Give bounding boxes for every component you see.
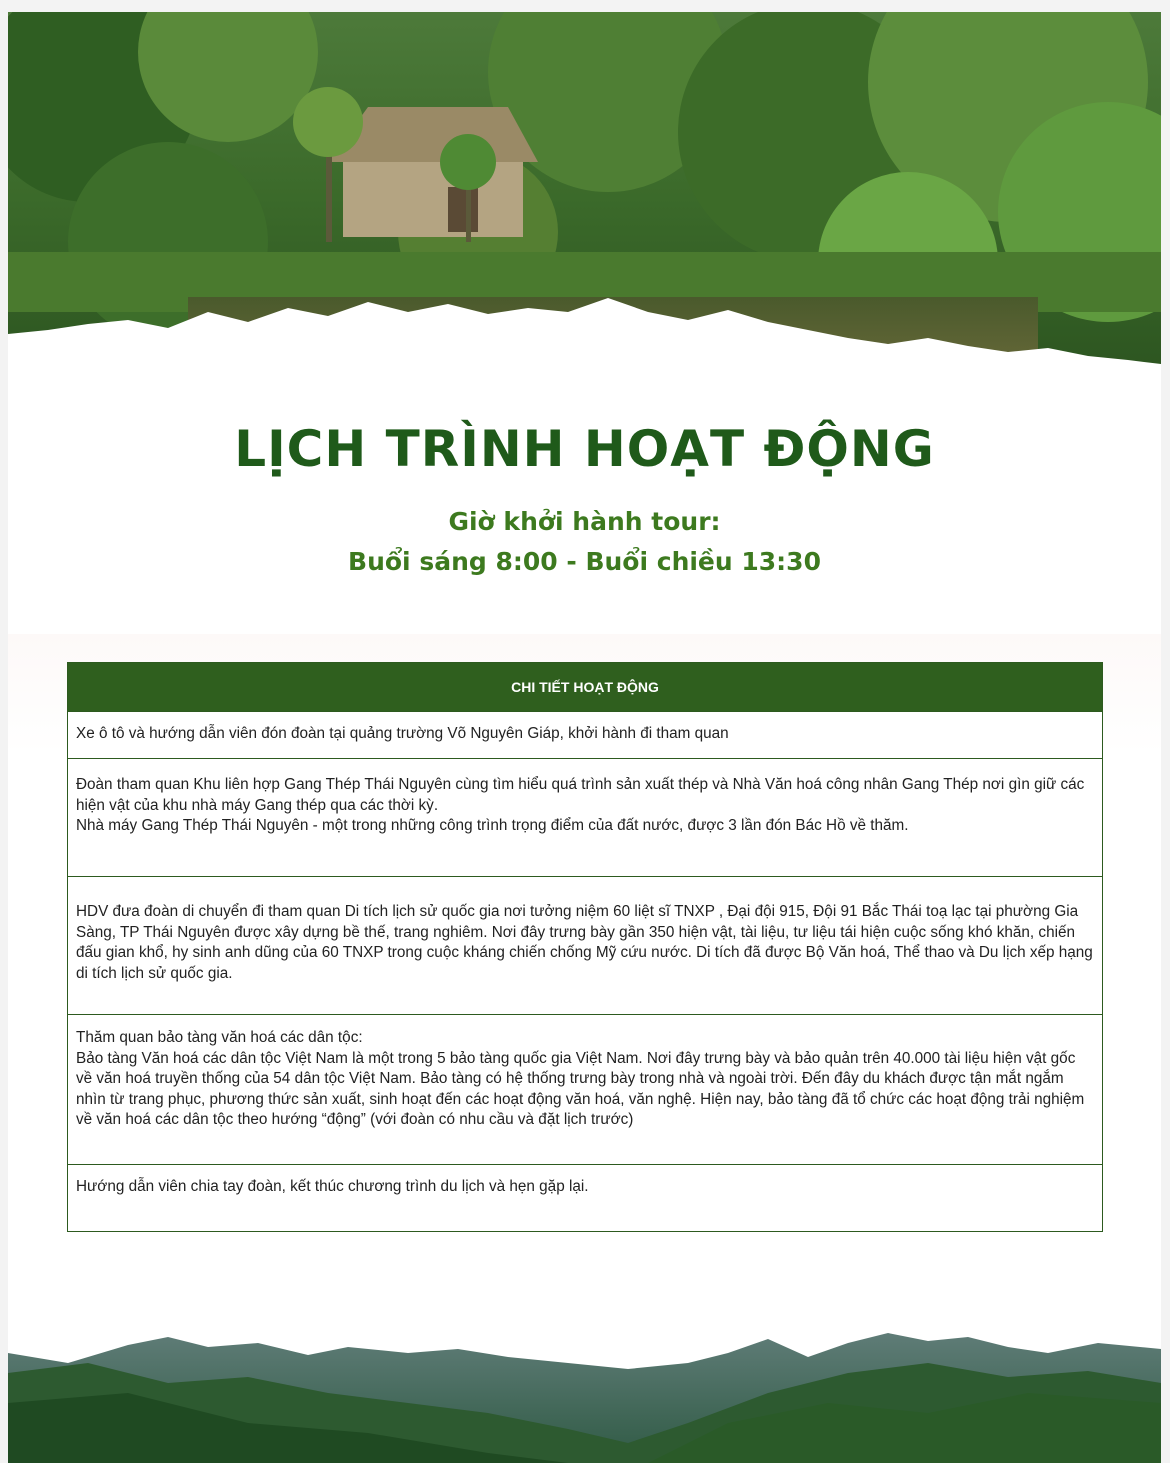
row-text: Bảo tàng Văn hoá các dân tộc Việt Nam là một trong 5 bảo tàng quốc gia Việt Nam. Nơi đây trưng bày và bảo quản trên 40.000 tài liệu hiện vật gốc về văn hoá truyền thống của 54 dân tộc Việt Nam. Bảo tàng có hệ thống trưng bày trong nhà và ngoài trời. Đến đây du khách được tận mắt ngắm nhìn từ trang phục, phương thức sản xuất, sinh hoạt đến các hoạt động văn hoá, văn nghệ. Hiện nay, bảo tàng đã tổ chức các hoạt động trải nghiệm về văn hoá các dân tộc theo hướng “động” (với đoàn có nhu cầu và đặt lịch trước) (76, 1049, 1085, 1129)
table-row (68, 712, 1102, 759)
forest-house-photo (8, 12, 1161, 382)
row-text: Nhà máy Gang Thép Thái Nguyên - một trong những công trình trọng điểm của đất nước, được 3 lần đón Bác Hồ về thăm. (76, 817, 909, 835)
brochure-page (8, 12, 1161, 1463)
row-text: Xe ô tô và hướng dẫn viên đón đoàn tại quảng trường Võ Nguyên Giáp, khởi hành đi tham quan (76, 725, 729, 742)
row-text: Đoàn tham quan Khu liên hợp Gang Thép Thái Nguyên cùng tìm hiểu quá trình sản xuất thép và Nhà Văn hoá công nhân Gang Thép nơi gìn giữ các hiện vật của khu nhà máy Gang thép qua các thời kỳ. (76, 776, 1085, 814)
activity-table (67, 662, 1103, 1232)
table-row (68, 877, 1102, 1015)
row-text: HDV đưa đoàn di chuyển đi tham quan Di tích lịch sử quốc gia nơi tưởng niệm 60 liệt sĩ TNXP , Đại đội 915, Đội 91 Bắc Thái toạ lạc tại phường Gia Sàng, TP Thái Nguyên được xây dựng bề thế, trang nghiêm. Nơi đây trưng bày gần 350 hiện vật, tài liệu, tư liệu tái hiện cuộc sống khó khăn, chiến đấu gian khổ, hy sinh anh dũng của 60 TNXP trong cuộc kháng chiến chống Mỹ cứu nước. Di tích đã được Bộ Văn hoá, Thể thao và Du lịch xếp hạng di tích lịch sử quốc gia. (76, 903, 1093, 982)
table-row (68, 759, 1102, 877)
row-text: Thăm quan bảo tàng văn hoá các dân tộc: (76, 1029, 363, 1046)
table-row (68, 1165, 1102, 1231)
mountain-photo (8, 1333, 1161, 1463)
row-text: Hướng dẫn viên chia tay đoàn, kết thúc chương trình du lịch và hẹn gặp lại. (76, 1178, 589, 1195)
table-row (68, 1015, 1102, 1165)
departure-schedule: Buổi sáng 8:00 - Buổi chiều 13:30 (348, 547, 821, 576)
table-header: CHI TIẾT HOẠT ĐỘNG (68, 663, 1102, 712)
page-title: LỊCH TRÌNH HOẠT ĐỘNG (234, 420, 935, 478)
departure-label: Giờ khởi hành tour: (448, 507, 721, 536)
departure-times (8, 502, 1161, 582)
